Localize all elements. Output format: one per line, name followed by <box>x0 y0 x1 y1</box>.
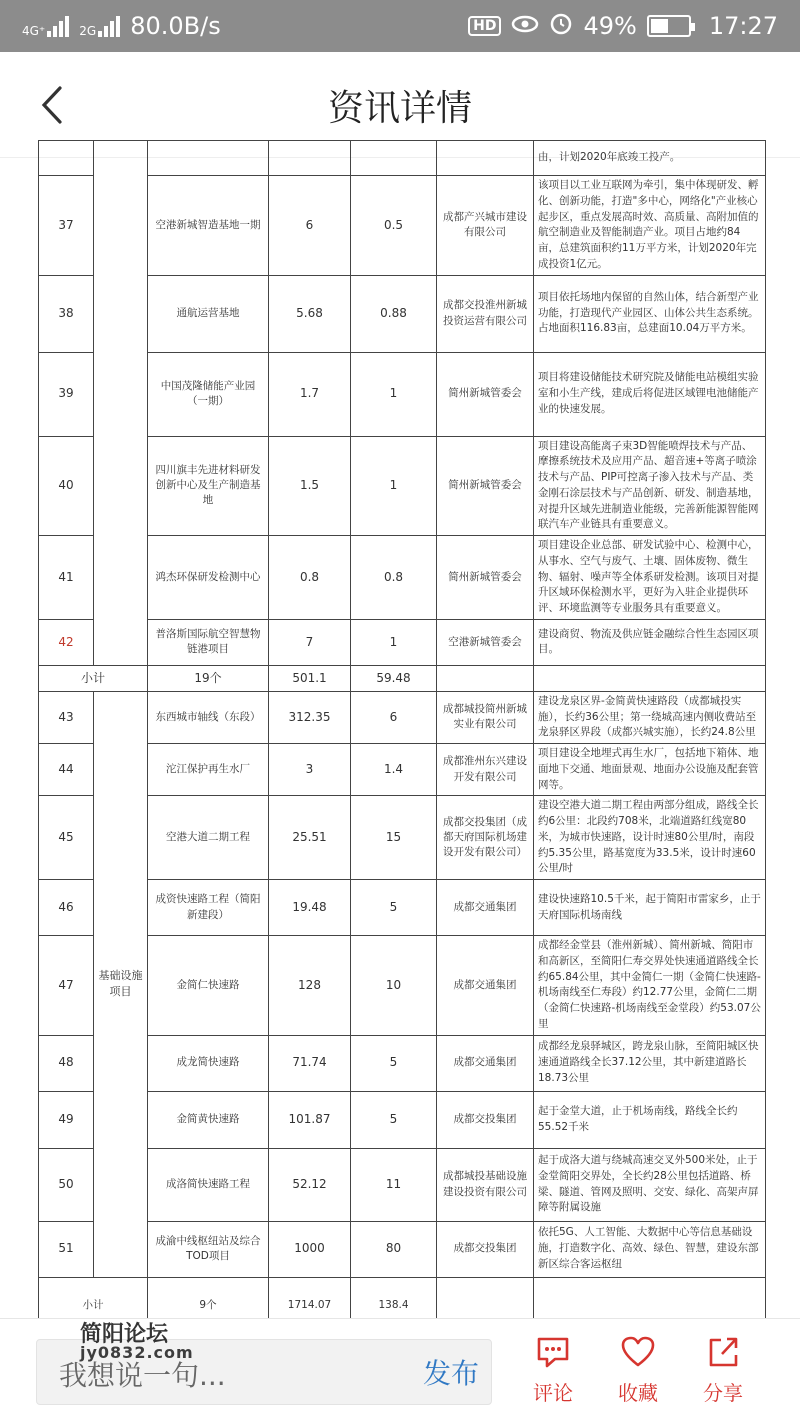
cell-total: 1.7 <box>269 352 351 436</box>
cell-name: 金简黄快速路 <box>148 1091 269 1148</box>
cell-name: 成资快速路工程（简阳新建段） <box>148 880 269 936</box>
cell-annual: 1 <box>351 352 437 436</box>
share-label: 分享 <box>703 1381 743 1405</box>
table-row <box>39 1035 766 1091</box>
table-row <box>39 880 766 936</box>
cell-no: 44 <box>39 744 94 796</box>
subtotal-count: 9个 <box>148 1277 269 1334</box>
share-icon <box>705 1335 741 1369</box>
cell-owner: 简州新城管委会 <box>437 536 534 620</box>
cell-desc: 项目依托场地内保留的自然山体，结合新型产业功能，打造现代产业园区、山体公共生态系统。占地面积116.83亩，总建面10.04万平方米。 <box>534 275 766 352</box>
cell-no: 38 <box>39 275 94 352</box>
cell-no <box>39 141 94 176</box>
publish-button[interactable]: 发布 <box>422 1357 479 1390</box>
cell-owner: 成都交投淮州新城投资运营有限公司 <box>437 275 534 352</box>
cell-total: 312.35 <box>269 691 351 743</box>
cell-no: 51 <box>39 1221 94 1277</box>
cell-name: 成渝中线枢纽站及综合TOD项目 <box>148 1221 269 1277</box>
cell-name: 金简仁快速路 <box>148 936 269 1036</box>
cell-no: 43 <box>39 691 94 743</box>
table-row <box>39 1091 766 1148</box>
cell-name: 通航运营基地 <box>148 275 269 352</box>
battery-icon <box>647 15 691 37</box>
table-row <box>39 1148 766 1221</box>
cell-owner: 成都交投集团（成都天府国际机场建设开发有限公司） <box>437 796 534 880</box>
alarm-icon <box>549 11 573 41</box>
cell-owner: 简州新城管委会 <box>437 436 534 536</box>
cell-name: 东西城市轴线（东段） <box>148 691 269 743</box>
hd-icon: HD <box>468 16 501 36</box>
cell-total: 5.68 <box>269 275 351 352</box>
cell-total: 71.74 <box>269 1035 351 1091</box>
cell-desc: 建设空港大道二期工程由两部分组成，路线全长约6公里：北段约708米，北端道路红线宽80米，为城市快速路，设计时速80公里/时，南段约5.35公里，路基宽度为33.5米，设计时速60公里/时 <box>534 796 766 880</box>
cell-owner: 空港新城管委会 <box>437 619 534 665</box>
cell-desc: 依托5G、人工智能、大数据中心等信息基础设施，打造数字化、高效、绿色、智慧，建设东部新区综合客运枢纽 <box>534 1221 766 1277</box>
network-speed: 80.0B/s <box>130 12 221 40</box>
cell-annual: 6 <box>351 691 437 743</box>
cell-annual <box>351 141 437 176</box>
cell-owner: 简州新城管委会 <box>437 352 534 436</box>
cell-name: 空港新城智造基地一期 <box>148 176 269 276</box>
cell-no: 41 <box>39 536 94 620</box>
cell-annual: 5 <box>351 880 437 936</box>
table-row <box>39 352 766 436</box>
cell-annual: 1 <box>351 619 437 665</box>
cell-annual: 5 <box>351 1091 437 1148</box>
table-row <box>39 536 766 620</box>
cell-total: 3 <box>269 744 351 796</box>
cell-desc: 项目建设全地埋式再生水厂，包括地下箱体、地面地下交通、地面景观、地面办公设施及配套管网等。 <box>534 744 766 796</box>
watermark-logo: 简阳论坛 <box>80 1322 169 1347</box>
cell-annual: 0.5 <box>351 176 437 276</box>
cell-annual: 15 <box>351 796 437 880</box>
cell-no: 39 <box>39 352 94 436</box>
cell-annual: 0.8 <box>351 536 437 620</box>
table-row <box>39 796 766 880</box>
table-row <box>39 619 766 665</box>
share-button[interactable] <box>688 1335 758 1406</box>
subtotal-count: 19个 <box>148 665 269 691</box>
cell-name <box>148 141 269 176</box>
cell-owner: 成都交投集团 <box>437 1221 534 1277</box>
comment-icon <box>535 1335 571 1369</box>
cell-annual: 11 <box>351 1148 437 1221</box>
cell-desc: 起于成洛大道与绕城高速交叉外500米处，止于金堂简阳交界处，全长约28公里包括道路、桥梁、隧道、管网及照明、交安、绿化、高架声屏障等附属设施 <box>534 1148 766 1221</box>
subtotal-row <box>39 665 766 691</box>
cell-total: 25.51 <box>269 796 351 880</box>
signal-2g-icon <box>79 15 120 37</box>
cell-owner: 成都交投集团 <box>437 1091 534 1148</box>
cell-no: 46 <box>39 880 94 936</box>
comment-placeholder: 我想说一句... <box>59 1359 226 1392</box>
cell-no: 37 <box>39 176 94 276</box>
subtotal-label: 小计 <box>39 665 148 691</box>
cell-total <box>269 141 351 176</box>
comment-button[interactable] <box>518 1335 588 1406</box>
table-row <box>39 936 766 1036</box>
cell-annual: 80 <box>351 1221 437 1277</box>
subtotal-annual: 138.4 <box>351 1277 437 1334</box>
cell-desc: 项目建设企业总部、研发试验中心、检测中心，从事水、空气与废气、土壤、固体废物、微生物、辐射、噪声等全体系研发检测。该项目对提升区域环保检测水平，更好为入驻企业提供环评、环境监测等专业服务具有重要意义。 <box>534 536 766 620</box>
subtotal-owner <box>437 665 534 691</box>
cell-no: 45 <box>39 796 94 880</box>
subtotal-desc <box>534 665 766 691</box>
article-content[interactable] <box>0 151 800 1318</box>
cell-no: 48 <box>39 1035 94 1091</box>
cell-name: 沱江保护再生水厂 <box>148 744 269 796</box>
cell-total: 52.12 <box>269 1148 351 1221</box>
watermark-url: jy0832.com <box>80 1343 194 1362</box>
network-type-2: 2G <box>79 24 97 38</box>
favorite-label: 收藏 <box>618 1381 658 1405</box>
cell-total: 101.87 <box>269 1091 351 1148</box>
cell-annual: 10 <box>351 936 437 1036</box>
table-row <box>39 744 766 796</box>
subtotal-total: 1714.07 <box>269 1277 351 1334</box>
subtotal-annual: 59.48 <box>351 665 437 691</box>
cell-owner: 成都交通集团 <box>437 880 534 936</box>
table-row <box>39 141 766 176</box>
bottom-bar <box>0 1318 800 1422</box>
cell-name: 中国茂隆储能产业园（一期） <box>148 352 269 436</box>
table-row <box>39 176 766 276</box>
cell-no: 49 <box>39 1091 94 1148</box>
cell-name: 成龙简快速路 <box>148 1035 269 1091</box>
cell-no: 40 <box>39 436 94 536</box>
cell-no: 42 <box>39 619 94 665</box>
status-bar <box>0 0 800 52</box>
cell-desc: 成都经龙泉驿城区，跨龙泉山脉，至简阳城区快速通道路线全长37.12公里，其中新建道路长18.73公里 <box>534 1035 766 1091</box>
cell-name: 空港大道二期工程 <box>148 796 269 880</box>
cell-name: 普洛斯国际航空智慧物链港项目 <box>148 619 269 665</box>
subtotal-total: 501.1 <box>269 665 351 691</box>
page-title: 资讯详情 <box>327 88 472 129</box>
cell-desc: 由，计划2020年底竣工投产。 <box>534 141 766 176</box>
cell-total: 0.8 <box>269 536 351 620</box>
cell-no: 50 <box>39 1148 94 1221</box>
category-cell <box>94 141 148 666</box>
cell-name: 鸿杰环保研发检测中心 <box>148 536 269 620</box>
cell-desc: 成都经金堂县（淮州新城）、简州新城、简阳市和高新区，至简阳仁寿交界处快速通道路线全长约65.84公里，其中金简仁一期（金简仁快速路-机场南线至仁寿段）约12.77公里，金简仁二期（金简仁快速路-机场南线至金堂段）约53.07公里 <box>534 936 766 1036</box>
cell-desc: 该项目以工业互联网为牵引，集中体现研发、孵化、创新功能，打造"多中心，网络化"产业核心起步区，重点发展高时效、高质量、高附加值的航空制造业及智能制造产业。项目占地约84亩，总建筑面积约11万平方米，计划2020年完成投资1亿元。 <box>534 176 766 276</box>
cell-name: 四川旗丰先进材料研发创新中心及生产制造基地 <box>148 436 269 536</box>
cell-annual: 0.88 <box>351 275 437 352</box>
clock: 17:27 <box>708 12 778 40</box>
cell-owner: 成都交通集团 <box>437 1035 534 1091</box>
cell-annual: 1.4 <box>351 744 437 796</box>
cell-annual: 1 <box>351 436 437 536</box>
battery-percent: 49% <box>583 12 637 40</box>
category-cell: 基础设施项目 <box>94 691 148 1277</box>
cell-no: 47 <box>39 936 94 1036</box>
comment-label: 评论 <box>533 1381 573 1405</box>
subtotal-label: 小计 <box>39 1277 148 1334</box>
network-type-1: 4G⁺ <box>22 24 46 38</box>
eye-icon <box>511 12 539 40</box>
cell-name: 成洛简快速路工程 <box>148 1148 269 1221</box>
table-row <box>39 275 766 352</box>
favorite-button[interactable] <box>603 1335 673 1406</box>
cell-total: 7 <box>269 619 351 665</box>
cell-desc: 建设龙泉区界-金简黄快速路段（成都城投实施），长约36公里；第一绕城高速内侧收费站至龙泉驿区界段（成都兴城实施），长约24.8公里 <box>534 691 766 743</box>
signal-4g-icon <box>22 15 69 37</box>
cell-total: 19.48 <box>269 880 351 936</box>
cell-total: 6 <box>269 176 351 276</box>
table-row <box>39 1221 766 1277</box>
cell-total: 1000 <box>269 1221 351 1277</box>
cell-annual: 5 <box>351 1035 437 1091</box>
cell-owner: 成都淮州东兴建设开发有限公司 <box>437 744 534 796</box>
cell-owner: 成都城投基础设施建设投资有限公司 <box>437 1148 534 1221</box>
table-row <box>39 436 766 536</box>
cell-desc: 建设快速路10.5千米，起于简阳市雷家乡，止于天府国际机场南线 <box>534 880 766 936</box>
cell-total: 1.5 <box>269 436 351 536</box>
heart-icon <box>620 1335 656 1369</box>
cell-owner: 成都城投简州新城实业有限公司 <box>437 691 534 743</box>
table-row <box>39 691 766 743</box>
cell-desc: 建设商贸、物流及供应链金融综合性生态园区项目。 <box>534 619 766 665</box>
project-table <box>38 140 766 1335</box>
cell-desc: 项目将建设储能技术研究院及储能电站模组实验室和小生产线，建成后将促进区域锂电池储能产业的快速发展。 <box>534 352 766 436</box>
cell-desc: 起于金堂大道，止于机场南线，路线全长约55.52千米 <box>534 1091 766 1148</box>
cell-owner: 成都交通集团 <box>437 936 534 1036</box>
cell-owner <box>437 141 534 176</box>
cell-owner: 成都产兴城市建设有限公司 <box>437 176 534 276</box>
cell-total: 128 <box>269 936 351 1036</box>
cell-desc: 项目建设高能离子束3D智能喷焊技术与产品、摩擦系统技术及应用产品、超音速+等离子喷涂技术与产品、PIP可控离子渗入技术与产品、类金刚石涂层技术与产品创新、研发、制造基地，对提升区域先进制造业能级，完善新能源智能网联汽车产业链具有重要意义。 <box>534 436 766 536</box>
